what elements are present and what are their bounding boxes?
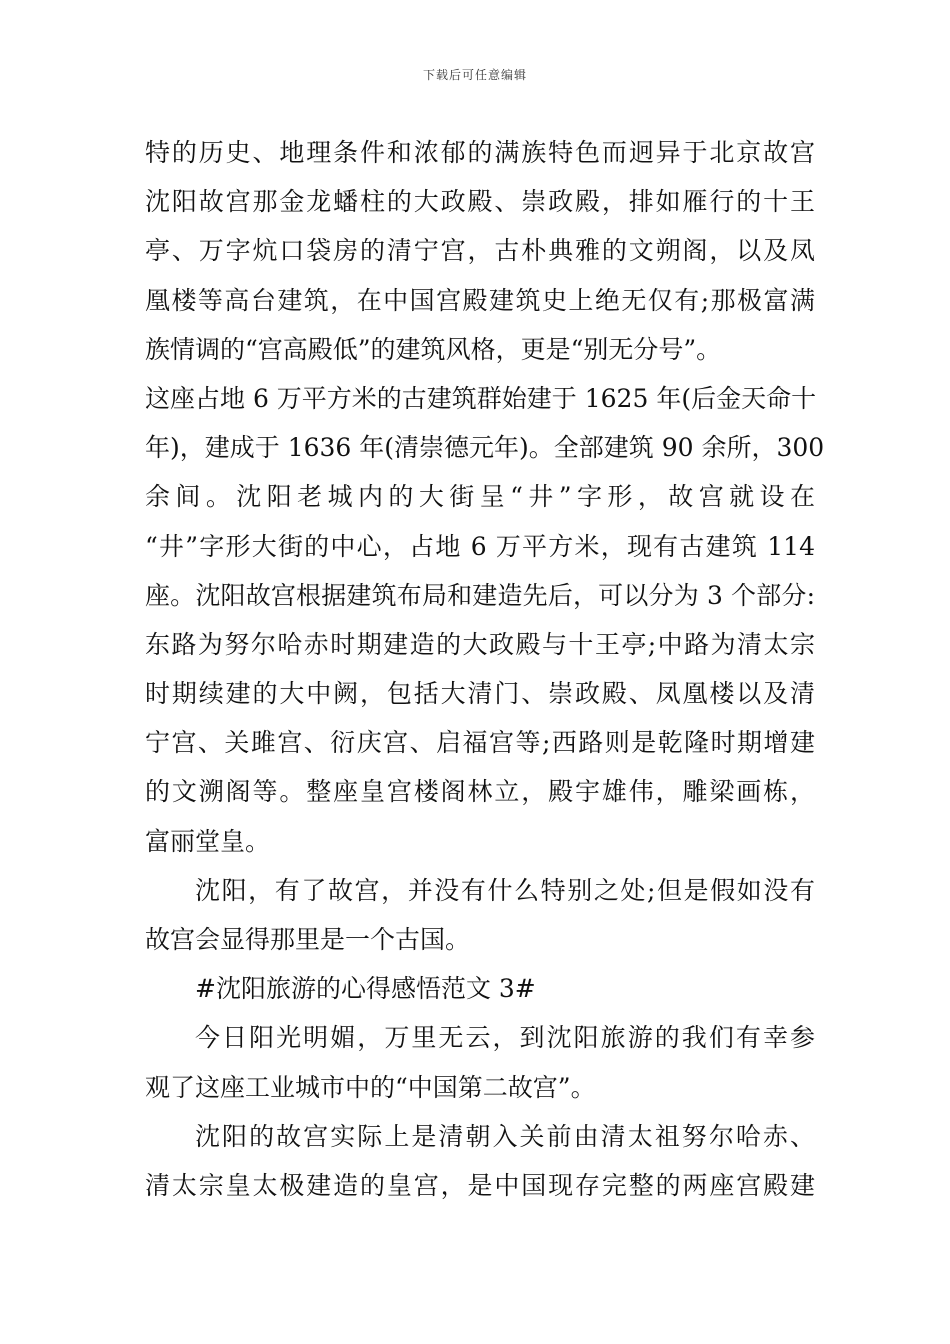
text-line: “井”字形大街的中心，占地 6 万平方米，现有古建筑 114 bbox=[145, 531, 815, 561]
text-line: 观了这座工业城市中的“中国第二故宫”。 bbox=[145, 1072, 596, 1102]
text-line: 东路为努尔哈赤时期建造的大政殿与十王亭;中路为清太宗 bbox=[145, 629, 815, 659]
text-line: 座。沈阳故宫根据建筑布局和建造先后，可以分为 3 个部分: bbox=[145, 580, 815, 610]
text-line: 故宫会显得那里是一个古国。 bbox=[145, 925, 471, 954]
text-line: 清太宗皇太极建造的皇宫，是中国现存完整的两座宫殿建 bbox=[145, 1170, 815, 1200]
page-header: 下载后可任意编辑 bbox=[422, 68, 527, 82]
text-line: 的文溯阁等。整座皇宫楼阁林立，殿宇雄伟，雕梁画栋， bbox=[145, 777, 815, 807]
text-line: 凰楼等高台建筑，在中国宫殿建筑史上绝无仅有;那极富满 bbox=[145, 285, 815, 315]
text-line: 族情调的“宫高殿低”的建筑风格，更是“别无分号”。 bbox=[145, 334, 722, 364]
text-line: 沈阳的故宫实际上是清朝入关前由清太祖努尔哈赤、 bbox=[195, 1121, 815, 1151]
text-line: 亭、万字炕口袋房的清宁宫，古朴典雅的文朔阁，以及凤 bbox=[145, 236, 815, 266]
text-line: 沈阳故宫那金龙蟠柱的大政殿、崇政殿，排如雁行的十王 bbox=[145, 187, 815, 217]
text-line: 余间。沈阳老城内的大街呈“井”字形，故宫就设在 bbox=[145, 482, 815, 512]
text-line: 富丽堂皇。 bbox=[145, 826, 271, 856]
text-line: 年)，建成于 1636 年(清崇德元年)。全部建筑 90 余所，300 bbox=[145, 433, 825, 463]
text-line: 宁宫、关雎宫、衍庆宫、启福宫等;西路则是乾隆时期增建 bbox=[145, 728, 815, 758]
text-line: 这座占地 6 万平方米的古建筑群始建于 1625 年(后金天命十 bbox=[145, 383, 817, 413]
document-body bbox=[145, 128, 825, 1210]
text-line: 时期续建的大中阙，包括大清门、崇政殿、凤凰楼以及清 bbox=[145, 679, 815, 709]
text-line: 今日阳光明媚，万里无云，到沈阳旅游的我们有幸参 bbox=[195, 1023, 815, 1053]
text-line: 特的历史、地理条件和浓郁的满族特色而迥异于北京故宫 bbox=[145, 138, 815, 167]
text-line: #沈阳旅游的心得感悟范文 3# bbox=[195, 974, 536, 1004]
text-line: 沈阳，有了故宫，并没有什么特别之处;但是假如没有 bbox=[195, 875, 815, 905]
